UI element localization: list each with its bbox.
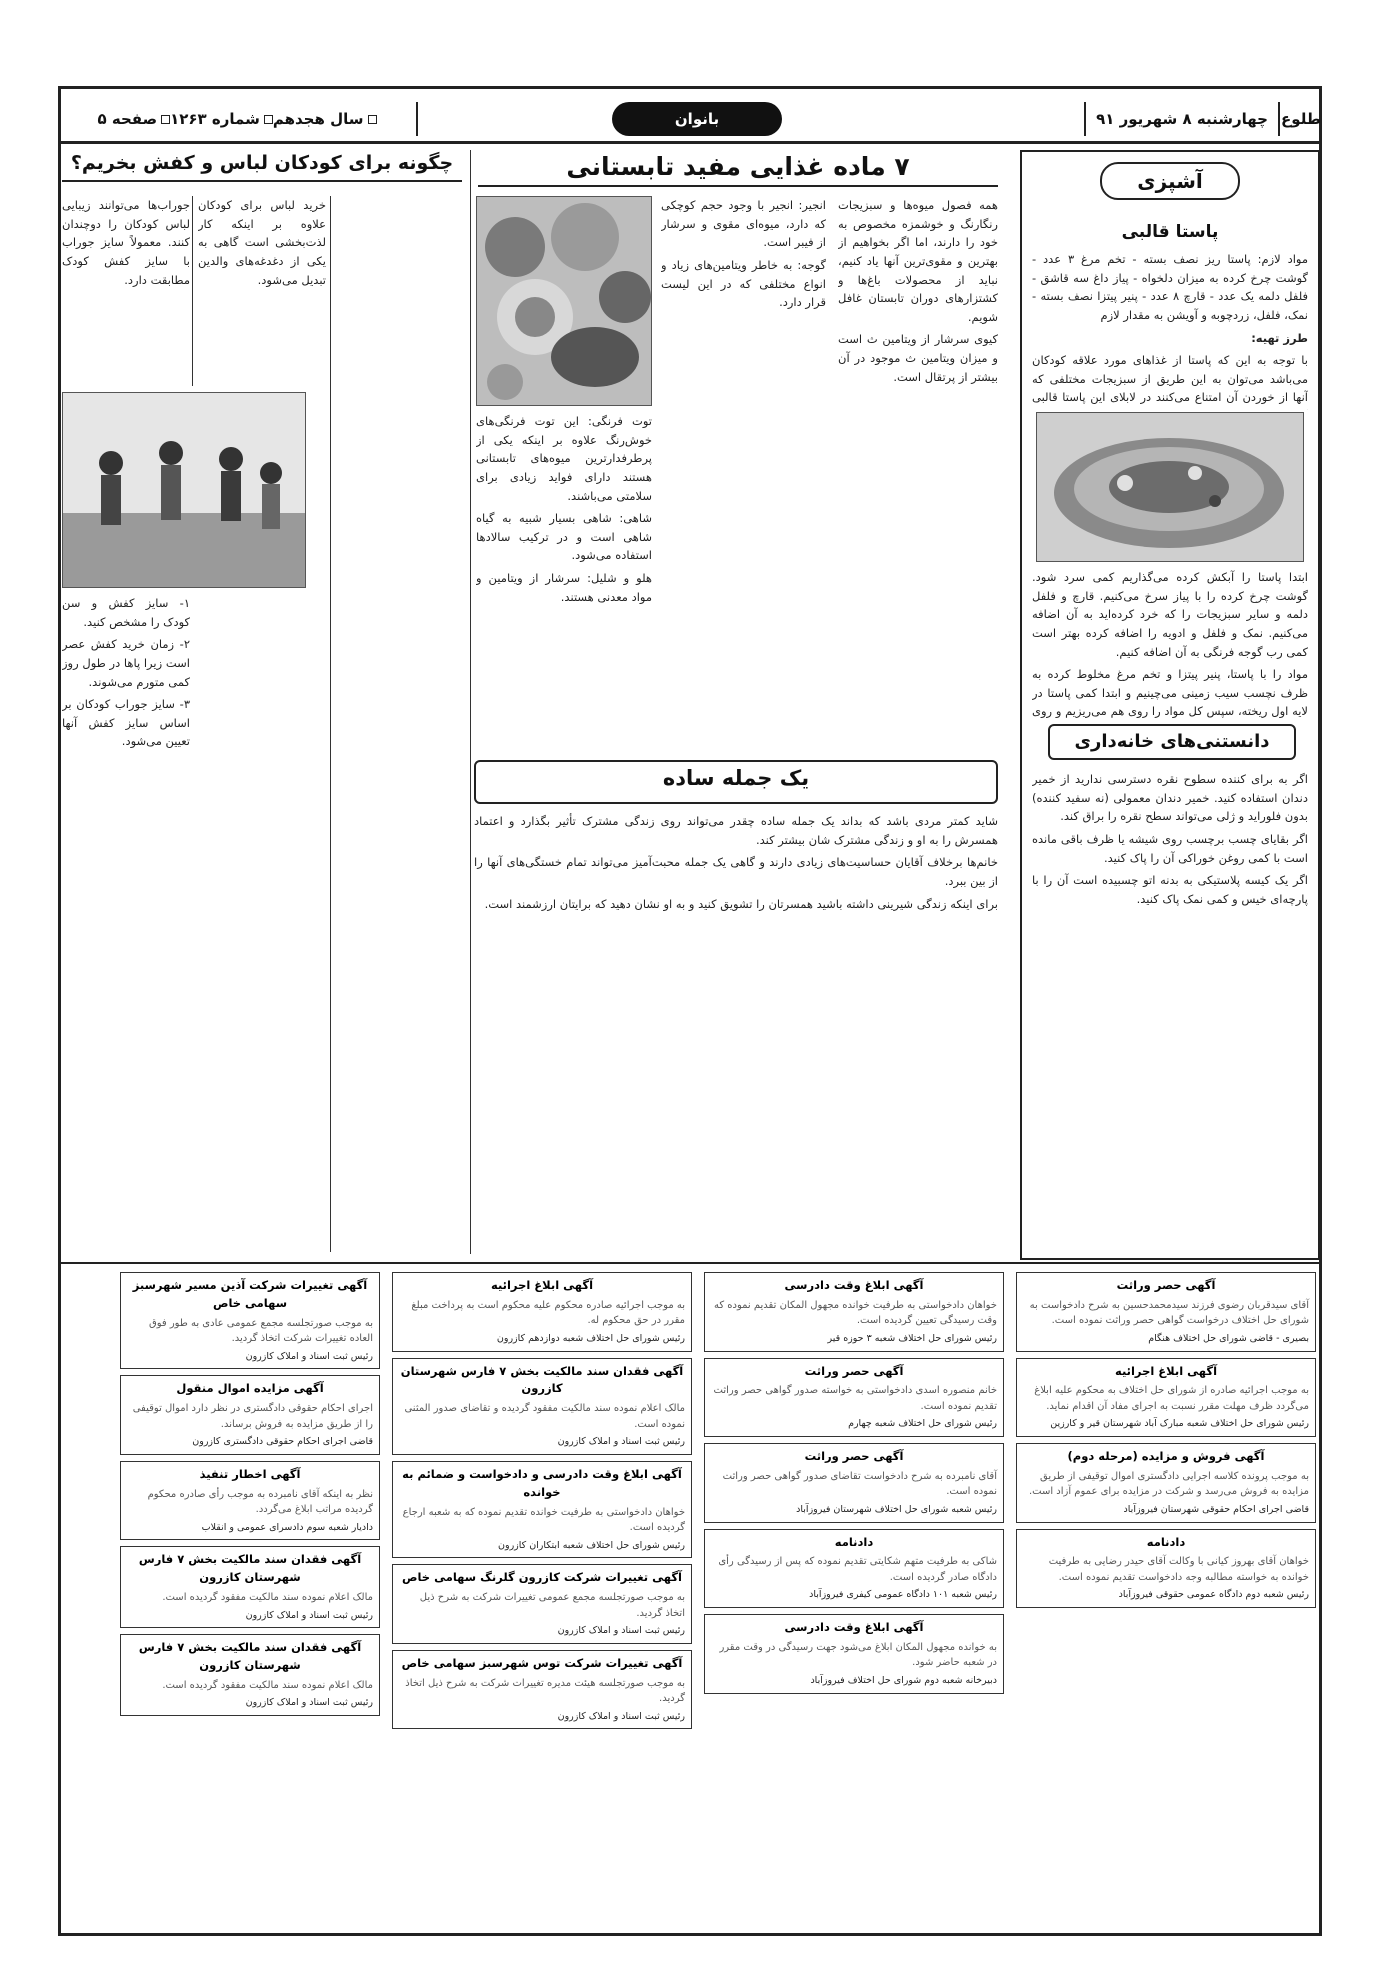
classified-ad [1016, 1272, 1316, 1352]
cooking-body: مواد لازم: پاستا ریز نصف بسته - تخم مرغ ۳ عدد - گوشت چرخ کرده به میزان دلخواه - پیاز داغ سه قاشق - فلفل دلمه یک عدد - قارچ ۸ عدد - پنیر پیتزا نصف بسته - نمک، فلفل، زردچوبه و آویشن به مقدار لازم طرز تهیه: با توجه به این که پاستا از غذاهای مورد علاقه کودکان می‌باشد می‌توان به این طریق از سبزیجات مختلفی که آنها از خوردن آن امتناع می‌کنند در لابلای این پاستا قالبی [1032, 252, 1308, 405]
cooking-body-2: ابتدا پاستا را آبکش کرده می‌گذاریم کمی سرد شود. گوشت چرخ کرده را با پیاز سرخ می‌کنیم. قارچ و فلفل دلمه و سایر سبزیجات را که خرد کرده‌اید به آن اضافه می‌کنیم. نمک و فلفل و ادویه را اضافه کرده بهتر است کمی رب گوجه فرنگی به آن اضافه کنیم. مواد را با پاستا، پنیر پیتزا و تخم مرغ مخلوط کرده به ظرف نچسب سیب زمینی می‌چینیم و ابتدا کمی پاستا در لایه اول ریخته، سپس کل مواد را روی هم می‌ریزیم و روی [1032, 570, 1308, 719]
classified-ad [1016, 1529, 1316, 1609]
ad-title: دادنامه [1146, 1534, 1186, 1549]
ads-column-3 [392, 1272, 692, 1920]
classified-ad [704, 1614, 1004, 1694]
ad-title: آگهی فقدان سند مالکیت بخش ۷ فارس شهرستان کازرون [138, 1640, 362, 1673]
classified-ad [704, 1529, 1004, 1609]
section-title: بانوان [612, 102, 782, 136]
kids-col-2: خرید لباس برای کودکان علاوه بر اینکه کار لذت‌بخشی است گاهی به یکی از دغدغه‌های والدین تبدیل می‌شود. [198, 198, 326, 287]
ad-title: آگهی حصر وراثت [804, 1363, 904, 1378]
classified-ad [704, 1358, 1004, 1438]
ad-body: به موجب صورتجلسه هیئت مدیره تغییرات شرکت به شرح ذیل اتخاذ گردید. [405, 1677, 685, 1705]
classified-ad [392, 1650, 692, 1730]
column-rule [192, 196, 193, 386]
classified-ad [120, 1272, 380, 1369]
classified-ad [392, 1461, 692, 1558]
cooking-title: آشپزی [1100, 162, 1240, 200]
ad-title: آگهی مزایده اموال منقول [176, 1381, 324, 1396]
ad-signature: رئیس شورای حل اختلاف شعبه دوازدهم کازرون [496, 1332, 685, 1344]
column-rule [330, 196, 331, 1252]
classified-ad [120, 1634, 380, 1716]
kids-image [62, 393, 305, 588]
ads-divider [58, 1262, 1322, 1264]
classified-ad [120, 1375, 380, 1455]
ad-title: آگهی فقدان سند مالکیت بخش ۷ فارس شهرستان کازرون [138, 1552, 362, 1585]
ad-signature: رئیس شعبه شورای حل اختلاف شهرستان فیروزآباد [796, 1503, 997, 1515]
classified-ad [1016, 1443, 1316, 1523]
sentence-body: شاید کمتر مردی باشد که بداند یک جمله ساده چقدر می‌تواند روی زندگی مشترک تأثیر بگذارد و اعتماد همسرش را به او و زندگی مشترک شان بیشتر کند. خانم‌ها برخلاف آقایان حساسیت‌های زیادی دارند و گاهی یک جمله محبت‌آمیز می‌تواند تمام خستگی‌های آنها را از بین ببرد. برای اینکه زندگی شیرینی داشته باشید همسرتان را تشویق کنید و به او نشان دهید که برایتان ارزشمند است. [474, 814, 998, 911]
ad-signature: رئیس شورای حل اختلاف شعبه ابتکاران کازرون [498, 1539, 685, 1551]
issue-info: سال هجدهم شماره ۱۲۶۳ صفحه ۵ [58, 102, 418, 136]
fruit-photo [476, 196, 652, 406]
classified-ad [120, 1461, 380, 1541]
household-body: اگر به برای کننده سطوح نقره دسترسی ندارید از خمیر دندان استفاده کنید. خمیر دندان معمولی (نه سفید کننده) بدون فلوراید و ژلی می‌تواند سطح نقره را براق کند. اگر بقایای چسب برچسب روی شیشه یا ظرف باقی مانده است با کمی روغن خوراکی آن را پاک کنید. اگر یک کیسه پلاستیکی به بدنه اتو چسبیده است آن را با پارچه‌ای خیس و کمی نمک پاک کنید. [1032, 772, 1308, 906]
ad-title: آگهی اخطار تنفیذ [199, 1466, 301, 1481]
kids-title: چگونه برای کودکان لباس و کفش بخریم؟ [62, 152, 462, 182]
ad-body: آقای نامبرده به شرح دادخواست تقاضای صدور گواهی حصر وراثت نموده است. [722, 1470, 997, 1498]
ad-signature: رئیس شورای حل اختلاف شعبه مبارک آباد شهرستان قیر و کارزین [1050, 1418, 1309, 1430]
ad-body: به موجب پرونده کلاسه اجرایی دادگستری اموال توقیفی از طریق مزایده به فروش می‌رسد و شرکت در مزایده برای عموم آزاد است. [1028, 1470, 1309, 1498]
ad-signature: دبیرخانه شعبه دوم شورای حل اختلاف فیروزآباد [810, 1674, 997, 1686]
pasta-photo [1036, 412, 1304, 562]
masthead [58, 96, 1322, 144]
ad-signature: رئیس ثبت اسناد و املاک کازرون [557, 1710, 685, 1722]
ad-signature: رئیس ثبت اسناد و املاک کازرون [245, 1350, 373, 1362]
ad-body: خواهان آقای بهروز کیانی با وکالت آقای حیدر رضایی به طرفیت خوانده به خواسته مطالبه وجه دادخواست تقدیم نموده است. [1048, 1556, 1309, 1583]
square-icon [368, 115, 377, 124]
foods-col-1: همه فصول میوه‌ها و سبزیجات رنگارنگ و خوشمزه مخصوص به خود را دارند، اما اگر بخواهیم از بهترین و مقوی‌ترین آنها یاد کنیم، نباید از محصولات باغ‌ها و کشتزارهای دوران تابستان غافل شویم. کیوی سرشار از ویتامین ث است و میزان ویتامین ث موجود در آن بیشتر از پرتقال است. [838, 198, 998, 384]
ad-title: آگهی ابلاغ وقت دادرسی [784, 1620, 924, 1635]
ad-body: به خوانده مجهول المکان ابلاغ می‌شود جهت رسیدگی در وقت مقرر در شعبه حاضر شود. [719, 1641, 997, 1669]
ad-title: آگهی تغییرات شرکت کازرون گلرنگ سهامی خاص [402, 1570, 682, 1585]
ad-signature: بصیری - قاضی شورای حل اختلاف هنگام [1148, 1332, 1309, 1344]
ad-signature: قاضی اجرای احکام حقوقی شهرستان فیروزآباد [1123, 1503, 1309, 1515]
foods-col-3: توت فرنگی: این توت فرنگی‌های خوش‌رنگ علاوه بر اینکه یکی از پرطرفدارترین میوه‌های تابستانی هستند دارای فواید زیادی برای سلامتی می‌باشند. شاهی: شاهی بسیار شبیه به گیاه شاهی است و در ترکیب سالادها استفاده می‌شود. هلو و شلیل: سرشار از ویتامین و مواد معدنی هستند. [476, 414, 652, 604]
ads-column-2 [704, 1272, 1004, 1920]
ad-title: آگهی ابلاغ وقت دادرسی [784, 1278, 924, 1292]
ad-title: آگهی تغییرات شرکت توس شهرسبز سهامی خاص [401, 1655, 683, 1670]
ad-body: خواهان دادخواستی به طرفیت خوانده تقدیم نموده که به شعبه ارجاع گردیده است. [402, 1506, 685, 1533]
foods-col-2: انجیر: انجیر با وجود حجم کوچکی که دارد، میوه‌ای مقوی و سرشار از فیبر است. گوجه: به خاطر ویتامین‌های زیاد و انواع مختلفی که در این لیست قرار دارد. [661, 198, 826, 310]
classified-ad [1016, 1358, 1316, 1438]
ad-body: آقای سیدقربان رضوی فرزند سیدمحمدحسین به شرح دادخواست به شورای حل اختلاف درخواست گواهی حصر وراثت نموده است. [1029, 1299, 1309, 1327]
ad-title: دادنامه [834, 1534, 874, 1549]
classified-ad [392, 1272, 692, 1352]
ad-title: آگهی حصر وراثت [1116, 1278, 1216, 1292]
ad-signature: رئیس ثبت اسناد و املاک کازرون [245, 1609, 373, 1621]
ad-title: آگهی ابلاغ اجرائیه [1114, 1363, 1218, 1378]
ads-column-4 [120, 1272, 380, 1920]
classified-ad [120, 1546, 380, 1628]
ad-body: شاکی به طرفیت متهم شکایتی تقدیم نموده که پس از رسیدگی رأی دادگاه صادر گردیده است. [718, 1556, 997, 1583]
ad-body: نظر به اینکه آقای نامبرده به موجب رأی صادره محکوم گردیده مراتب ابلاغ می‌گردد. [147, 1488, 373, 1516]
kids-col-5 [198, 594, 326, 1254]
kids-col-4: ۱- سایز کفش و سن کودک را مشخص کنید. ۲- زمان خرید کفش عصر است زیرا پاها در طول روز کمی متورم می‌شوند. ۳- سایز جوراب کودکان بر اساس سایز کفش آنها تعیین می‌شود. [62, 596, 190, 749]
fruit-image [476, 197, 651, 406]
ad-body: به موجب اجرائیه صادره از شورای حل اختلاف به محکوم علیه ابلاغ می‌گردد ظرف مهلت مقرر نسبت به اجرای مفاد آن اقدام نماید. [1034, 1385, 1309, 1412]
ads-column-1 [1016, 1272, 1316, 1920]
ad-body: به موجب صورتجلسه مجمع عمومی عادی به طور فوق العاده تغییرات شرکت اتخاذ گردید. [148, 1317, 373, 1345]
column-rule [470, 150, 471, 1254]
ad-title: آگهی ابلاغ وقت دادرسی و دادخواست و ضمائم به خوانده [402, 1466, 682, 1499]
ad-signature: رئیس شعبه ۱۰۱ دادگاه عمومی کیفری فیروزآباد [809, 1589, 997, 1601]
ad-body: به موجب صورتجلسه مجمع عمومی تغییرات شرکت به شرح ذیل اتخاذ گردید. [419, 1592, 685, 1619]
square-icon [264, 115, 273, 124]
kids-col-3 [334, 196, 462, 756]
ad-signature: رئیس ثبت اسناد و املاک کازرون [557, 1625, 685, 1637]
classified-ad [704, 1443, 1004, 1523]
kids-col-1: جوراب‌ها می‌توانند زیبایی لباس کودکان را دوچندان کنند. معمولاً سایز جوراب با سایز کفش کودک مطابقت دارد. [62, 198, 190, 287]
newspaper-logo: طلوع [1278, 102, 1322, 136]
ad-body: اجرای احکام حقوقی دادگستری در نظر دارد اموال توقیفی را از طریق مزایده به فروش برساند. [132, 1403, 373, 1430]
classified-ad [392, 1358, 692, 1455]
square-icon [161, 115, 170, 124]
ad-body: مالک اعلام نموده سند مالکیت مفقود گردیده است. [162, 1592, 373, 1604]
classified-ad [392, 1564, 692, 1644]
ad-signature: قاضی اجرای احکام حقوقی دادگستری کازرون [192, 1436, 373, 1448]
ad-title: آگهی فروش و مزایده (مرحله دوم) [1067, 1449, 1265, 1464]
ad-title: آگهی حصر وراثت [804, 1449, 904, 1464]
kids-photo [62, 392, 306, 588]
issue-date: چهارشنبه ۸ شهریور ۹۱ [1084, 102, 1278, 136]
ad-signature: رئیس شعبه دوم دادگاه عمومی حقوقی فیروزآباد [1118, 1589, 1309, 1601]
classified-ad [704, 1272, 1004, 1352]
ad-signature: دادیار شعبه سوم دادسرای عمومی و انقلاب [201, 1521, 373, 1533]
household-title: دانستنی‌های خانه‌داری [1048, 724, 1296, 760]
ad-body: مالک اعلام نموده سند مالکیت مفقود گردیده است. [162, 1679, 373, 1691]
ad-title: آگهی ابلاغ اجرائیه [490, 1278, 594, 1292]
ad-signature: رئیس شورای حل اختلاف شعبه ۳ حوزه قیر [827, 1332, 997, 1344]
pasta-image [1036, 413, 1303, 562]
ad-body: به موجب اجرائیه صادره محکوم علیه محکوم است به پرداخت مبلغ مقرر در حق محکوم له. [411, 1299, 685, 1327]
ad-body: مالک اعلام نموده سند مالکیت مفقود گردیده و تقاضای صدور المثنی نموده است. [404, 1403, 685, 1430]
ad-title: آگهی فقدان سند مالکیت بخش ۷ فارس شهرستان کازرون [400, 1363, 684, 1396]
ad-body: خواهان دادخواستی به طرفیت خوانده مجهول المکان تقدیم نموده که وقت رسیدگی تعیین گردیده است. [713, 1299, 997, 1327]
ad-signature: رئیس شورای حل اختلاف شعبه چهارم [848, 1418, 997, 1430]
ad-title: آگهی تغییرات شرکت آذین مسیر شهرسبز سهامی خاص [132, 1278, 368, 1310]
ad-signature: رئیس ثبت اسناد و املاک کازرون [557, 1436, 685, 1448]
ad-signature: رئیس ثبت اسناد و املاک کازرون [245, 1697, 373, 1709]
dish-title: پاستا قالبی [1121, 222, 1219, 242]
sentence-title: یک جمله ساده [662, 766, 810, 790]
foods-title: ۷ ماده غذایی مفید تابستانی [478, 152, 998, 187]
ad-body: خانم منصوره اسدی دادخواستی به خواسته صدور گواهی حصر وراثت تقدیم نموده است. [713, 1385, 997, 1412]
